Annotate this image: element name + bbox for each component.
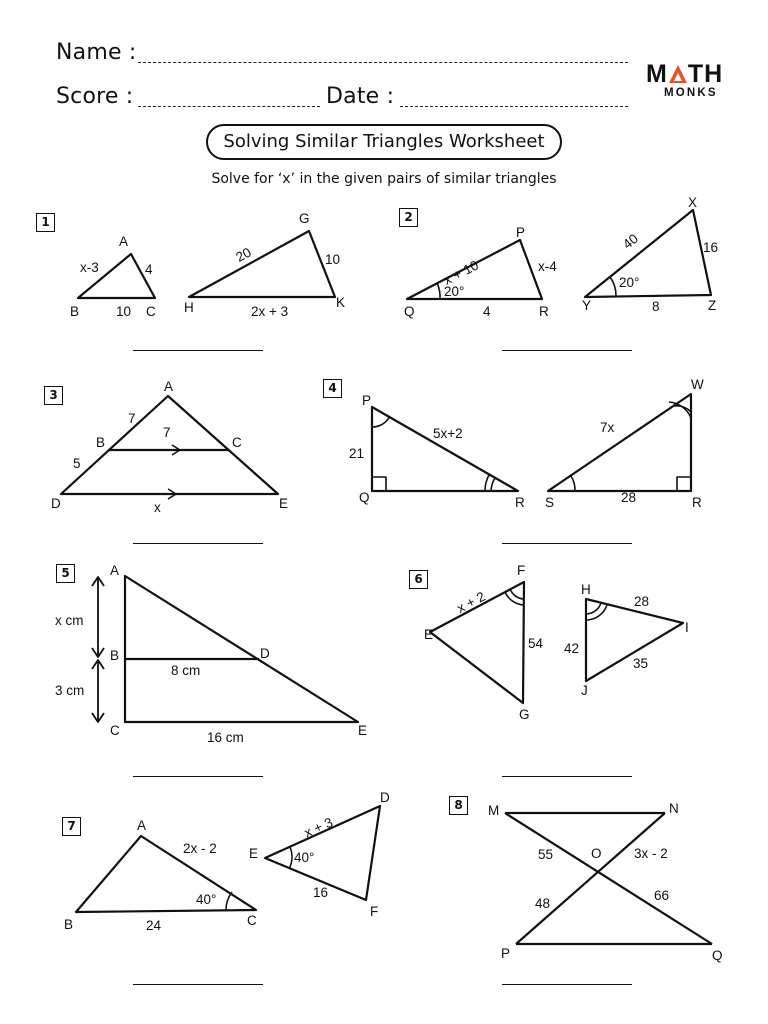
angle-arc-h (586, 603, 601, 614)
label: B (64, 917, 74, 932)
label: Q (404, 304, 415, 319)
label: 4 (145, 262, 153, 277)
label: H (581, 582, 591, 597)
figure-labels (51, 195, 723, 963)
label: M (488, 803, 500, 818)
label: B (70, 304, 80, 319)
label: 66 (654, 888, 670, 903)
label: G (519, 707, 530, 722)
problem-number-8: 8 (449, 796, 468, 815)
label: x + 3 (301, 814, 336, 841)
label: x cm (55, 613, 84, 628)
right-angle-q (372, 477, 386, 491)
label: P (501, 946, 511, 961)
label: 35 (633, 656, 649, 671)
label: E (249, 846, 259, 861)
label: 16 cm (207, 730, 244, 745)
right-angle-r (677, 477, 691, 491)
label: O (591, 846, 602, 861)
triangle-ade (61, 396, 278, 494)
label: B (96, 435, 106, 450)
instructions: Solve for ‘x’ in the given pairs of similar triangles (211, 171, 557, 187)
label: 40° (294, 850, 315, 865)
label: E (424, 627, 434, 642)
triangle-hgk (189, 231, 335, 297)
label: 20 (233, 244, 254, 265)
label: R (515, 495, 525, 510)
label: P (516, 225, 526, 240)
label: R (692, 495, 702, 510)
label: 16 (703, 240, 719, 255)
label: 40° (196, 892, 217, 907)
label: 48 (535, 896, 551, 911)
angle-arc-q (437, 283, 440, 299)
label: E (358, 723, 368, 738)
label: 28 (634, 594, 650, 609)
label: A (164, 379, 174, 394)
label: 8 cm (171, 663, 201, 678)
label: 4 (483, 304, 491, 319)
problem-number-3: 3 (44, 386, 63, 405)
label: N (669, 801, 679, 816)
label: Q (359, 490, 370, 505)
label: 5 (73, 456, 81, 471)
label: C (232, 435, 242, 450)
score-label: Score : (56, 84, 134, 109)
label: 40 (620, 230, 642, 253)
label: 21 (349, 446, 365, 461)
label: 8 (652, 299, 660, 314)
label: 10 (116, 304, 132, 319)
label: 3x - 2 (634, 846, 668, 861)
label: P (362, 393, 372, 408)
label: Y (582, 298, 592, 313)
label: x + 10 (441, 257, 481, 288)
label: D (380, 790, 390, 805)
label: I (685, 620, 689, 635)
problem-number-7: 7 (62, 817, 81, 836)
label: 28 (621, 490, 637, 505)
label: R (539, 304, 549, 319)
label: Q (712, 948, 723, 963)
logo-sub: MONKS (664, 87, 718, 99)
label: D (51, 496, 61, 511)
triangle-xyz (585, 210, 711, 297)
label: 7x (600, 420, 615, 435)
label: K (336, 295, 346, 310)
label: X (688, 195, 698, 210)
triangle-swr (548, 394, 691, 491)
angle-arc-p (372, 416, 390, 427)
label: H (184, 300, 194, 315)
label: 10 (325, 252, 341, 267)
label: 7 (163, 425, 171, 440)
label: 2x + 3 (251, 304, 289, 319)
label: x-3 (80, 260, 99, 275)
label: 54 (528, 636, 544, 651)
label: 7 (128, 411, 136, 426)
triangle-ace (125, 576, 358, 722)
logo-word: M TH (646, 60, 724, 88)
problem-number-4: 4 (323, 379, 342, 398)
label: F (370, 904, 379, 919)
label: 42 (564, 641, 580, 656)
label: G (299, 211, 310, 226)
triangle-abc-7 (76, 836, 259, 912)
label: B (110, 648, 120, 663)
label: S (545, 495, 555, 510)
label: F (517, 563, 526, 578)
problem-number-1: 1 (36, 213, 55, 232)
label: C (247, 913, 257, 928)
label: E (279, 496, 289, 511)
angle-arc-c (226, 892, 232, 910)
label: 16 (313, 885, 329, 900)
angle-arc-h-2 (586, 605, 607, 620)
segment-mq (505, 813, 712, 944)
problem-number-2: 2 (399, 208, 418, 227)
label: 55 (538, 847, 554, 862)
worksheet-title: Solving Similar Triangles Worksheet (206, 124, 562, 160)
date-label: Date : (326, 84, 395, 109)
label: 20° (619, 275, 640, 290)
triangle-pqr-4 (372, 407, 518, 491)
label: 20° (444, 284, 465, 299)
problem-number-5: 5 (56, 564, 75, 583)
label: C (146, 304, 156, 319)
label: x-4 (538, 259, 557, 274)
label: C (110, 723, 120, 738)
angle-arc-f (510, 589, 524, 599)
label: A (110, 563, 120, 578)
label: D (260, 646, 270, 661)
angle-arc-r-2 (485, 475, 489, 491)
angle-arc-y (610, 277, 616, 296)
label: A (119, 234, 129, 249)
angle-arc-e (289, 847, 292, 869)
label: J (581, 683, 588, 698)
label: x + 2 (454, 588, 488, 616)
problem-number-6: 6 (409, 570, 428, 589)
label: 2x - 2 (183, 841, 217, 856)
label: x (154, 500, 161, 515)
name-label: Name : (56, 40, 137, 65)
label: Z (708, 298, 717, 313)
label: W (691, 377, 704, 392)
label: 5x+2 (433, 426, 463, 441)
angle-arc-r (491, 478, 495, 491)
label: A (137, 818, 147, 833)
angle-arc-s (571, 476, 575, 491)
segment-np (516, 813, 665, 944)
label: 3 cm (55, 683, 85, 698)
label: 24 (146, 918, 162, 933)
